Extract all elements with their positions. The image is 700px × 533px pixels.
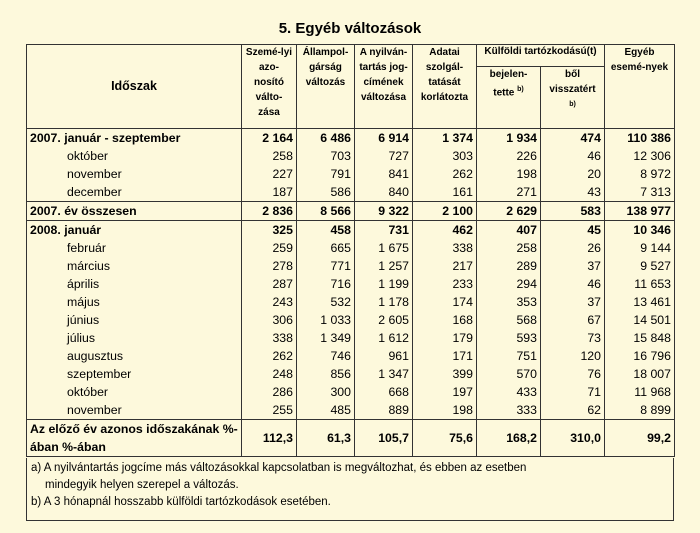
value-cell: 11 653 xyxy=(605,275,675,293)
footnote-b-mark: b) xyxy=(569,101,576,108)
value-cell: 593 xyxy=(477,329,541,347)
value-cell: 1 612 xyxy=(355,329,413,347)
value-cell: 37 xyxy=(541,293,605,311)
value-cell: 532 xyxy=(297,293,355,311)
value-cell: 11 968 xyxy=(605,383,675,401)
table-row xyxy=(27,183,675,202)
data-restriction-header: Adatai szolgál-tatását korlátozta xyxy=(413,45,477,129)
personal-id-change-header: Szemé-lyi azo-nosító válto-zása xyxy=(242,45,297,129)
value-cell: 2 629 xyxy=(477,202,541,221)
value-cell: 474 xyxy=(541,129,605,148)
value-cell: 9 322 xyxy=(355,202,413,221)
period-cell: november xyxy=(27,165,242,183)
value-cell: 174 xyxy=(413,293,477,311)
table-row xyxy=(27,347,675,365)
value-cell: 856 xyxy=(297,365,355,383)
value-cell: 171 xyxy=(413,347,477,365)
value-cell: 1 347 xyxy=(355,365,413,383)
value-cell: 333 xyxy=(477,401,541,420)
table-row xyxy=(27,329,675,347)
value-cell: 243 xyxy=(242,293,297,311)
value-cell: 287 xyxy=(242,275,297,293)
value-cell: 1 033 xyxy=(297,311,355,329)
value-cell: 716 xyxy=(297,275,355,293)
value-cell: 889 xyxy=(355,401,413,420)
value-cell: 43 xyxy=(541,183,605,202)
footnote-b: b) A 3 hónapnál hosszabb külföldi tartózkodások esetében. xyxy=(31,496,331,508)
value-cell: 458 xyxy=(297,221,355,240)
percentage-cell: 99,2 xyxy=(605,420,675,457)
value-cell: 325 xyxy=(242,221,297,240)
value-cell: 840 xyxy=(355,183,413,202)
value-cell: 1 374 xyxy=(413,129,477,148)
period-cell: április xyxy=(27,275,242,293)
value-cell: 2 605 xyxy=(355,311,413,329)
value-cell: 12 306 xyxy=(605,147,675,165)
table-row xyxy=(27,239,675,257)
value-cell: 258 xyxy=(477,239,541,257)
value-cell: 37 xyxy=(541,257,605,275)
value-cell: 187 xyxy=(242,183,297,202)
value-cell: 841 xyxy=(355,165,413,183)
value-cell: 583 xyxy=(541,202,605,221)
period-cell: február xyxy=(27,239,242,257)
value-cell: 1 349 xyxy=(297,329,355,347)
value-cell: 1 257 xyxy=(355,257,413,275)
value-cell: 161 xyxy=(413,183,477,202)
footnotes xyxy=(26,458,674,521)
value-cell: 407 xyxy=(477,221,541,240)
period-cell: szeptember xyxy=(27,365,242,383)
value-cell: 306 xyxy=(242,311,297,329)
table-row xyxy=(27,401,675,420)
value-cell: 703 xyxy=(297,147,355,165)
value-cell: 197 xyxy=(413,383,477,401)
value-cell: 961 xyxy=(355,347,413,365)
value-cell: 7 313 xyxy=(605,183,675,202)
value-cell: 120 xyxy=(541,347,605,365)
footnote-a: a) A nyilvántartás jogcíme más változásokkal kapcsolatban is megváltozhat, és ebben az esetben xyxy=(31,462,527,474)
table-title: 5. Egyéb változások xyxy=(278,20,422,37)
value-cell: 71 xyxy=(541,383,605,401)
value-cell: 18 007 xyxy=(605,365,675,383)
percentage-cell: 168,2 xyxy=(477,420,541,457)
value-cell: 16 796 xyxy=(605,347,675,365)
value-cell: 255 xyxy=(242,401,297,420)
period-cell: május xyxy=(27,293,242,311)
table-row xyxy=(27,293,675,311)
value-cell: 138 977 xyxy=(605,202,675,221)
value-cell: 731 xyxy=(355,221,413,240)
value-cell: 46 xyxy=(541,275,605,293)
value-cell: 9 527 xyxy=(605,257,675,275)
value-cell: 262 xyxy=(242,347,297,365)
value-cell: 46 xyxy=(541,147,605,165)
value-cell: 353 xyxy=(477,293,541,311)
period-cell: március xyxy=(27,257,242,275)
value-cell: 399 xyxy=(413,365,477,383)
value-cell: 226 xyxy=(477,147,541,165)
value-cell: 8 566 xyxy=(297,202,355,221)
value-cell: 9 144 xyxy=(605,239,675,257)
value-cell: 8 899 xyxy=(605,401,675,420)
value-cell: 1 675 xyxy=(355,239,413,257)
value-cell: 771 xyxy=(297,257,355,275)
foreign-stay-group-header: Külföldi tartózkodású(t) xyxy=(477,45,605,67)
percentage-cell: 75,6 xyxy=(413,420,477,457)
value-cell: 727 xyxy=(355,147,413,165)
citizenship-change-header: Állampol-gárság változás xyxy=(297,45,355,129)
value-cell: 462 xyxy=(413,221,477,240)
value-cell: 248 xyxy=(242,365,297,383)
period-header: Időszak xyxy=(27,45,242,129)
value-cell: 303 xyxy=(413,147,477,165)
value-cell: 217 xyxy=(413,257,477,275)
table-row xyxy=(27,147,675,165)
value-cell: 6 486 xyxy=(297,129,355,148)
value-cell: 26 xyxy=(541,239,605,257)
value-cell: 271 xyxy=(477,183,541,202)
value-cell: 45 xyxy=(541,221,605,240)
value-cell: 6 914 xyxy=(355,129,413,148)
value-cell: 791 xyxy=(297,165,355,183)
value-cell: 198 xyxy=(477,165,541,183)
value-cell: 289 xyxy=(477,257,541,275)
footnote-b-mark: b) xyxy=(517,86,524,93)
value-cell: 568 xyxy=(477,311,541,329)
reported-header: bejelen-tette $^{b)}$ xyxy=(477,67,541,129)
percentage-row xyxy=(27,420,675,457)
value-cell: 1 178 xyxy=(355,293,413,311)
value-cell: 300 xyxy=(297,383,355,401)
period-cell: augusztus xyxy=(27,347,242,365)
table-row xyxy=(27,383,675,401)
value-cell: 338 xyxy=(242,329,297,347)
other-events-header: Egyéb esemé-nyek xyxy=(605,45,675,129)
value-cell: 20 xyxy=(541,165,605,183)
percentage-label: Az előző év azonos időszakának %-ában %-ában xyxy=(27,420,242,457)
percentage-cell: 61,3 xyxy=(297,420,355,457)
table-row xyxy=(27,165,675,183)
returned-header: ből visszatért $^{b)}$ xyxy=(541,67,605,129)
value-cell: 14 501 xyxy=(605,311,675,329)
value-cell: 433 xyxy=(477,383,541,401)
percentage-cell: 105,7 xyxy=(355,420,413,457)
value-cell: 198 xyxy=(413,401,477,420)
value-cell: 233 xyxy=(413,275,477,293)
period-cell: október xyxy=(27,383,242,401)
value-cell: 227 xyxy=(242,165,297,183)
period-cell: 2008. január xyxy=(27,221,242,240)
table-row xyxy=(27,365,675,383)
value-cell: 338 xyxy=(413,239,477,257)
period-cell: 2007. január - szeptember xyxy=(27,129,242,148)
value-cell: 258 xyxy=(242,147,297,165)
value-cell: 294 xyxy=(477,275,541,293)
period-cell: június xyxy=(27,311,242,329)
table-row xyxy=(27,257,675,275)
percentage-cell: 310,0 xyxy=(541,420,605,457)
period-cell: október xyxy=(27,147,242,165)
value-cell: 746 xyxy=(297,347,355,365)
value-cell: 665 xyxy=(297,239,355,257)
value-cell: 62 xyxy=(541,401,605,420)
table-row xyxy=(27,221,675,240)
value-cell: 67 xyxy=(541,311,605,329)
value-cell: 76 xyxy=(541,365,605,383)
registration-title-change-header: A nyilván-tartás jog-címének változása xyxy=(355,45,413,129)
value-cell: 259 xyxy=(242,239,297,257)
period-cell: december xyxy=(27,183,242,202)
value-cell: 73 xyxy=(541,329,605,347)
value-cell: 1 934 xyxy=(477,129,541,148)
table-row xyxy=(27,311,675,329)
value-cell: 1 199 xyxy=(355,275,413,293)
value-cell: 8 972 xyxy=(605,165,675,183)
value-cell: 168 xyxy=(413,311,477,329)
value-cell: 110 386 xyxy=(605,129,675,148)
table-row xyxy=(27,275,675,293)
value-cell: 15 848 xyxy=(605,329,675,347)
value-cell: 485 xyxy=(297,401,355,420)
statistics-table xyxy=(26,44,675,457)
period-cell: július xyxy=(27,329,242,347)
value-cell: 570 xyxy=(477,365,541,383)
value-cell: 262 xyxy=(413,165,477,183)
value-cell: 278 xyxy=(242,257,297,275)
table-row xyxy=(27,202,675,221)
table-row xyxy=(27,129,675,148)
value-cell: 586 xyxy=(297,183,355,202)
value-cell: 2 100 xyxy=(413,202,477,221)
value-cell: 751 xyxy=(477,347,541,365)
value-cell: 668 xyxy=(355,383,413,401)
footnote-a-continued: mindegyik helyen szerepel a változás. xyxy=(45,479,239,491)
value-cell: 10 346 xyxy=(605,221,675,240)
value-cell: 286 xyxy=(242,383,297,401)
value-cell: 13 461 xyxy=(605,293,675,311)
value-cell: 2 164 xyxy=(242,129,297,148)
period-cell: november xyxy=(27,401,242,420)
value-cell: 179 xyxy=(413,329,477,347)
period-cell: 2007. év összesen xyxy=(27,202,242,221)
percentage-cell: 112,3 xyxy=(242,420,297,457)
value-cell: 2 836 xyxy=(242,202,297,221)
